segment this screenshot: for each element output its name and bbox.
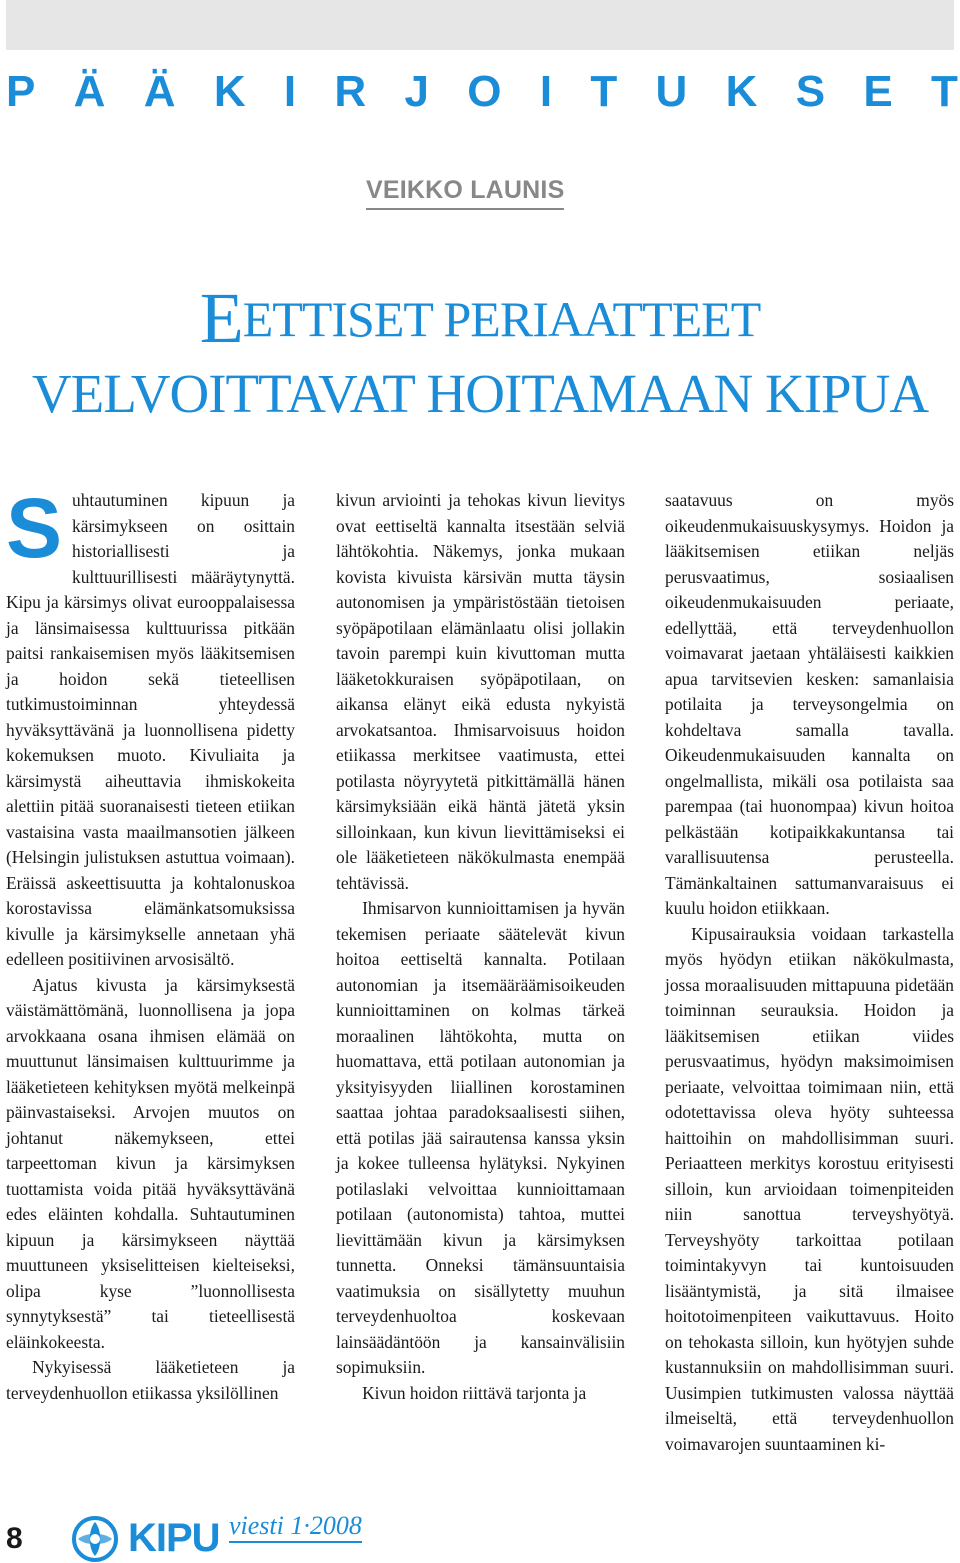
- paragraph: kivun arviointi ja tehokas kivun lievitys ovat eettiseltä kannalta itsestään selviä lähtökohtia. Näkemys, jonka mukaan kovista kivuista kärsivän mutta täysin autonomisen ja ympäristöstään tietoisen syöpäpotilaan elämänlaatu olisi jollakin tavoin parempi kuin kivuttoman mutta lääketokkuraisen syöpäpotilaan, on aikansa elänyt eikä edusta nykyistä arvokatsantoa. Ihmisarvoisuus hoidon etiikassa merkitsee vaatimusta, ettei potilasta nöyryytetä pitkittämällä hänen kärsimyksiään eikä häntä jätetä yksin silloinkaan, kun kivun lievittämiseksi ei ole lääketieteen näkökulmasta enempää tehtävissä.: [336, 490, 625, 893]
- section-header-letter: J: [404, 67, 429, 116]
- page-footer: [0, 1500, 960, 1563]
- section-header-letter: I: [283, 67, 297, 116]
- logo-wordmark: KIPU: [128, 1516, 220, 1560]
- title-line1-rest: ETTISET PERIAATTEET: [242, 291, 761, 347]
- section-header-letter: T: [590, 67, 618, 116]
- section-header-letter: R: [334, 67, 367, 116]
- article-title-line2: VELVOITTAVAT HOITAMAAN KIPUA: [31, 363, 929, 424]
- text-column-1: [6, 481, 295, 1406]
- section-header-letter: K: [213, 67, 246, 116]
- article-title-line1: [0, 278, 960, 358]
- drop-cap: S: [6, 481, 63, 575]
- section-header: [6, 66, 958, 118]
- kipu-logo-icon: [72, 1516, 118, 1562]
- paragraph: saatavuus on myös oikeudenmukaisuuskysymys. Hoidon ja lääkitsemisen etiikan neljäs perusvaatimus, sosiaalisen oikeudenmukaisuuden periaate, edellyttää, että terveydenhuollon voimavarat jaetaan yhtäläisesti kaikkien apua tarvitsevien kesken: samanlaisia potilaita ja terveysongelmia on kohdeltava samalla tavalla. Oikeudenmukaisuuden kannalta on ongelmallista, mikäli osa potilaista saa parempaa (tai huonompaa) kivun hoitoa pelkästään kotipaikkakuntansa tai varallisuutensa perusteella. Tämänkaltainen sattumanvaraisuus ei kuulu hoidon etiikkaan.: [665, 490, 954, 918]
- section-header-letter: U: [655, 67, 688, 116]
- section-header-letter: E: [863, 67, 893, 116]
- section-header-letter: I: [539, 67, 553, 116]
- paragraph: Ajatus kivusta ja kärsimyksestä väistämättömänä, luonnollisena ja jopa arvokkaana osana ihmisen elämää on muuttunut länsimaisen kulttuurimme ja lääketieteen kehityksen myötä melkeinpä päinvastaiseksi. Arvojen muutos on johtanut näkemykseen, ettei tarpeettoman kivun ja kärsimyksen tuottamista voida pitää hyväksyttävänä edes eläinten kohdalla. Suhtautuminen kipuun ja kärsimykseen näyttää muuttuneen yksiselitteisen kielteiseksi, olipa kyse ”luonnollisesta synnytyksestä” tai tieteellisestä eläinkokeesta.: [6, 974, 295, 1352]
- section-header-letter: Ä: [73, 67, 106, 116]
- paragraph-text: uhtautuminen kipuun ja kärsimykseen on osittain historiallisesti ja kulttuurillisesti määräytynyttä. Kipu ja kärsimys olivat eurooppalaisessa ja länsimaisessa kulttuurissa pitkään paitsi rankaisemisen myös lääkitsemisen ja hoidon sekä tieteellisen tutkimustoiminnan yhteydessä hyväksyttävänä ja luonnollisena pidetty kokemuksen muoto. Kivuliaita ja kärsimystä aiheuttavia ihmiskokeita alettiin pitää suoranaisesti tieteen etiikan vastaisina vasta maailmansotien jälkeen (Helsingin julistuksen astuttua voimaan). Eräissä askeettisuutta ja kohtalonuskoa korostavissa elämänkatsomuksissa kivulle ja kärsimykselle annetaan yhä edelleen positiivinen arvosisältö.: [6, 490, 295, 969]
- author-name: VEIKKO LAUNIS: [366, 176, 564, 210]
- text-column-2: [336, 488, 625, 1406]
- paragraph: [6, 481, 295, 973]
- section-header-letter: K: [725, 67, 758, 116]
- section-header-letter: T: [931, 67, 958, 116]
- section-header-letter: P: [6, 67, 36, 116]
- logo-issue-label: viesti 1·2008: [229, 1512, 362, 1543]
- paragraph: Nykyisessä lääketieteen ja terveydenhuollon etiikassa yksilöllinen: [6, 1357, 295, 1403]
- paragraph: Kivun hoidon riittävä tarjonta ja: [362, 1382, 587, 1403]
- page-number: 8: [6, 1522, 23, 1555]
- section-header-letter: S: [795, 67, 826, 116]
- paragraph: Kipusairauksia voidaan tarkastella myös hyödyn etiikan näkökulmasta, jossa moraalisuuden mittapuuna pidetään toiminnan seurauksia. Hoidon ja lääkitsemisen etiikan viides perusvaatimus, hyödyn maksimoimisen periaate, velvoittaa toimimaan niin, että odotettavissa oleva hyöty suhteessa haittoihin on mahdollisimman suuri. Periaatteen merkitys korostuu erityisesti silloin, kun arvioidaan toimenpiteiden niin sanottua terveyshyötyä. Terveyshyöty tarkoittaa potilaan toimintakyvyn tai kuntoisuuden lisääntymistä, ja sitä ilmaisee hoitotoimenpiteen vaikuttavuus. Hoito on tehokasta silloin, kun hyötyjen suhde kustannuksiin on mahdollisimman suuri. Uusimpien tutkimusten valossa näyttää ilmeiseltä, että terveydenhuollon voimavarojen suuntaaminen ki-: [665, 923, 954, 1454]
- section-header-letter: Ä: [143, 67, 176, 116]
- section-header-letter: O: [467, 67, 502, 116]
- top-band: [6, 0, 954, 50]
- paragraph: Ihmisarvon kunnioittamisen ja hyvän tekemisen periaate säätelevät kivun hoitoa eettiseltä kannalta. Potilaan autonomian ja itsemääräämisoikeuden kunnioittaminen on kolmas tärkeä moraalinen lähtökohta, mutta on huomattava, että potilaan autonomian ja yksityisyyden liiallinen korostaminen saattaa johtaa paradoksaalisesti siihen, että potilas jää sairautensa kanssa yksin ja kokee tulleensa hylätyksi. Nykyinen potilaslaki velvoittaa kunnioittamaan potilaan (autonomista) tahtoa, muttei lievittämään kivun ja kärsimyksen tunnetta. Onneksi tämänsuuntaisia vaatimuksia on sisällytetty muuhun terveydenhuoltoa koskevaan lainsäädäntöön ja kansainvälisiin sopimuksiin.: [336, 898, 625, 1377]
- title-initial: E: [199, 278, 243, 358]
- text-column-3: [665, 488, 954, 1457]
